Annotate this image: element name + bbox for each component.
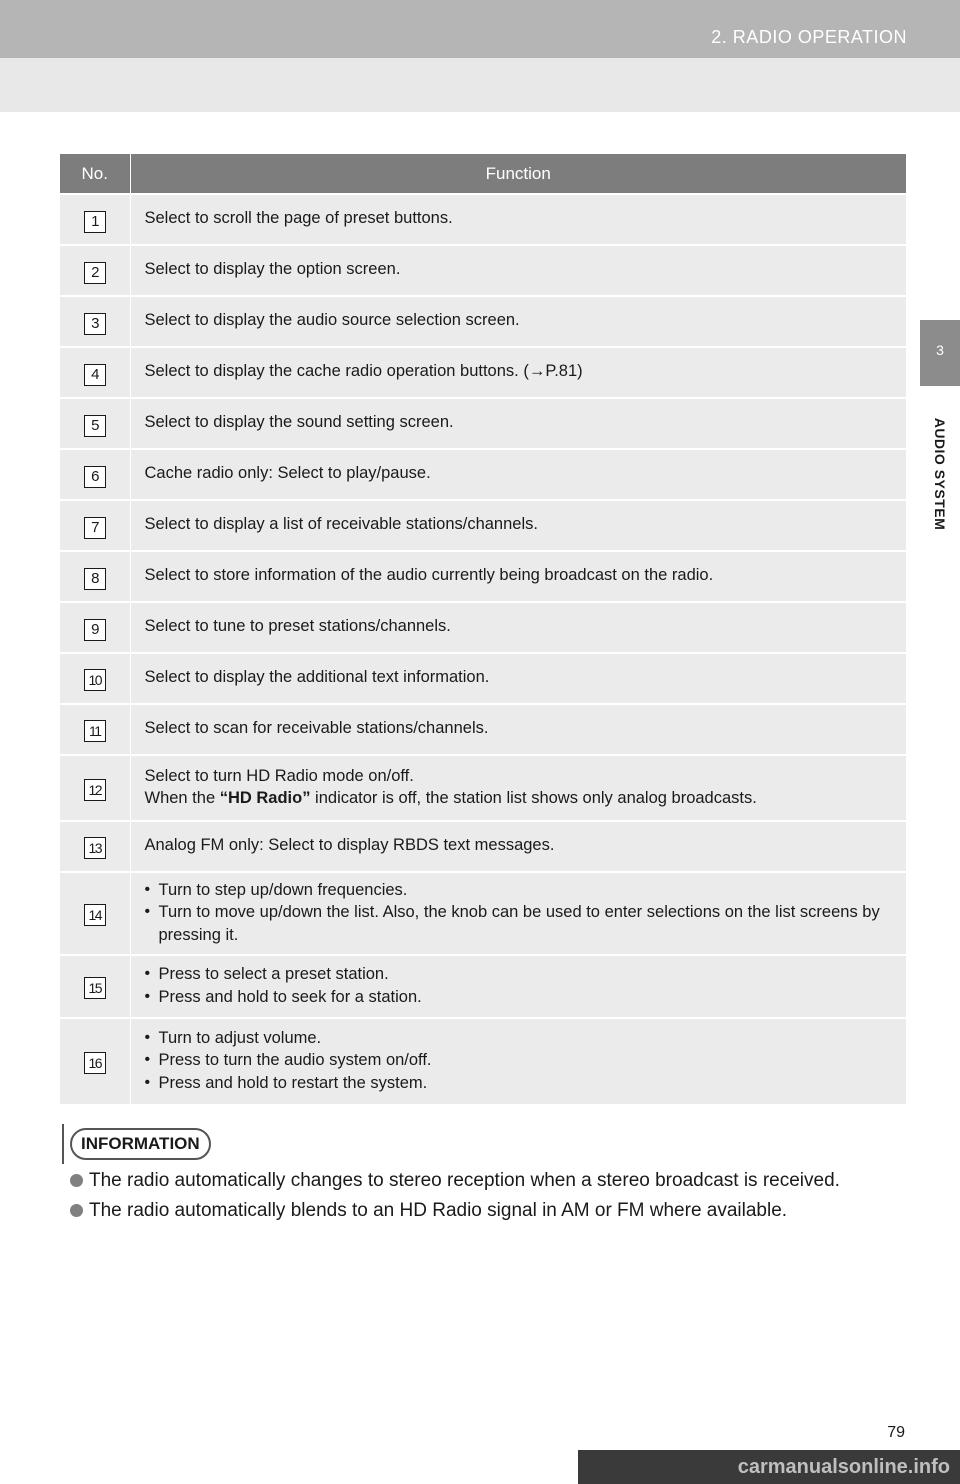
column-header-no: No. bbox=[60, 154, 130, 194]
chapter-number: 3 bbox=[936, 342, 944, 358]
table-row bbox=[60, 551, 906, 602]
table-row bbox=[60, 449, 906, 500]
function-bullet: • Turn to move up/down the list. Also, the knob can be used to enter selections on the list screens by pressing it. bbox=[145, 901, 893, 946]
row-number: 6 bbox=[84, 466, 106, 488]
hd-radio-indicator-label: “HD Radio” bbox=[219, 789, 311, 807]
table-row bbox=[60, 602, 906, 653]
function-bullet: • Press and hold to seek for a station. bbox=[145, 986, 893, 1008]
information-list bbox=[70, 1166, 910, 1226]
information-badge: INFORMATION bbox=[70, 1128, 211, 1160]
table-row bbox=[60, 704, 906, 755]
function-text: Select to tune to preset stations/channels. bbox=[144, 617, 451, 636]
function-text: Select to store information of the audio currently being broadcast on the radio. bbox=[144, 566, 714, 585]
function-bullet: • Press to select a preset station. bbox=[145, 963, 893, 985]
header-bar bbox=[0, 0, 960, 58]
watermark: carmanualsonline.info bbox=[578, 1450, 960, 1484]
table-row bbox=[60, 194, 906, 245]
row-number: 12 bbox=[84, 779, 106, 801]
table-row bbox=[60, 245, 906, 296]
information-rule bbox=[62, 1124, 70, 1164]
row-number: 7 bbox=[84, 517, 106, 539]
table-row bbox=[60, 296, 906, 347]
function-text: Analog FM only: Select to display RBDS text messages. bbox=[144, 836, 555, 855]
row-number: 11 bbox=[84, 720, 106, 742]
function-text: Select to scan for receivable stations/channels. bbox=[144, 719, 489, 738]
row-number: 3 bbox=[84, 313, 106, 335]
row-number: 2 bbox=[84, 262, 106, 284]
row-number: 5 bbox=[84, 415, 106, 437]
function-bullet: • Press and hold to restart the system. bbox=[145, 1072, 893, 1094]
chapter-title: 2. RADIO OPERATION bbox=[711, 27, 907, 47]
function-text: Select to display the sound setting screen. bbox=[144, 413, 454, 432]
note-text: When the bbox=[144, 789, 220, 807]
information-item: The radio automatically changes to stereo reception when a stereo broadcast is received. bbox=[70, 1166, 910, 1196]
row-number: 14 bbox=[84, 904, 106, 926]
function-table bbox=[60, 154, 906, 1104]
function-text: Select to scroll the page of preset buttons. bbox=[144, 209, 453, 228]
table-row bbox=[60, 500, 906, 551]
table-row bbox=[60, 398, 906, 449]
chapter-label: AUDIO SYSTEM bbox=[932, 417, 948, 531]
table-row bbox=[60, 755, 906, 821]
table-row bbox=[60, 1018, 906, 1104]
function-text: Cache radio only: Select to play/pause. bbox=[144, 464, 431, 483]
table-row bbox=[60, 653, 906, 704]
table-header-row bbox=[60, 154, 906, 194]
function-text: Select to display a list of receivable stations/channels. bbox=[144, 515, 538, 534]
page-number: 79 bbox=[887, 1424, 905, 1441]
table-row bbox=[60, 347, 906, 398]
row-number: 13 bbox=[84, 837, 106, 859]
function-bullet: • Press to turn the audio system on/off. bbox=[145, 1049, 893, 1071]
function-bullet: • Turn to adjust volume. bbox=[145, 1027, 893, 1049]
information-item: The radio automatically blends to an HD Radio signal in AM or FM where available. bbox=[70, 1196, 910, 1226]
row-number: 10 bbox=[84, 669, 106, 691]
function-text: Select to display the option screen. bbox=[144, 260, 401, 279]
row-number: 9 bbox=[84, 619, 106, 641]
function-text: Select to display the audio source selection screen. bbox=[144, 311, 520, 330]
table-row bbox=[60, 872, 906, 955]
row-number: 16 bbox=[84, 1052, 106, 1074]
function-text: Select to turn HD Radio mode on/off. bbox=[144, 766, 414, 785]
function-note bbox=[145, 787, 893, 809]
row-number: 4 bbox=[84, 364, 106, 386]
chapter-tab bbox=[920, 320, 960, 386]
table-row bbox=[60, 955, 906, 1018]
function-text: Select to display the cache radio operation buttons. (→P.81) bbox=[144, 362, 583, 381]
table-row bbox=[60, 821, 906, 872]
row-number: 15 bbox=[84, 977, 106, 999]
row-number: 8 bbox=[84, 568, 106, 590]
note-text: indicator is off, the station list shows only analog broadcasts. bbox=[310, 789, 757, 807]
function-text: Select to display the additional text information. bbox=[144, 668, 490, 687]
function-bullet: • Turn to step up/down frequencies. bbox=[145, 879, 893, 901]
column-header-function: Function bbox=[130, 154, 906, 194]
row-number: 1 bbox=[84, 211, 106, 233]
